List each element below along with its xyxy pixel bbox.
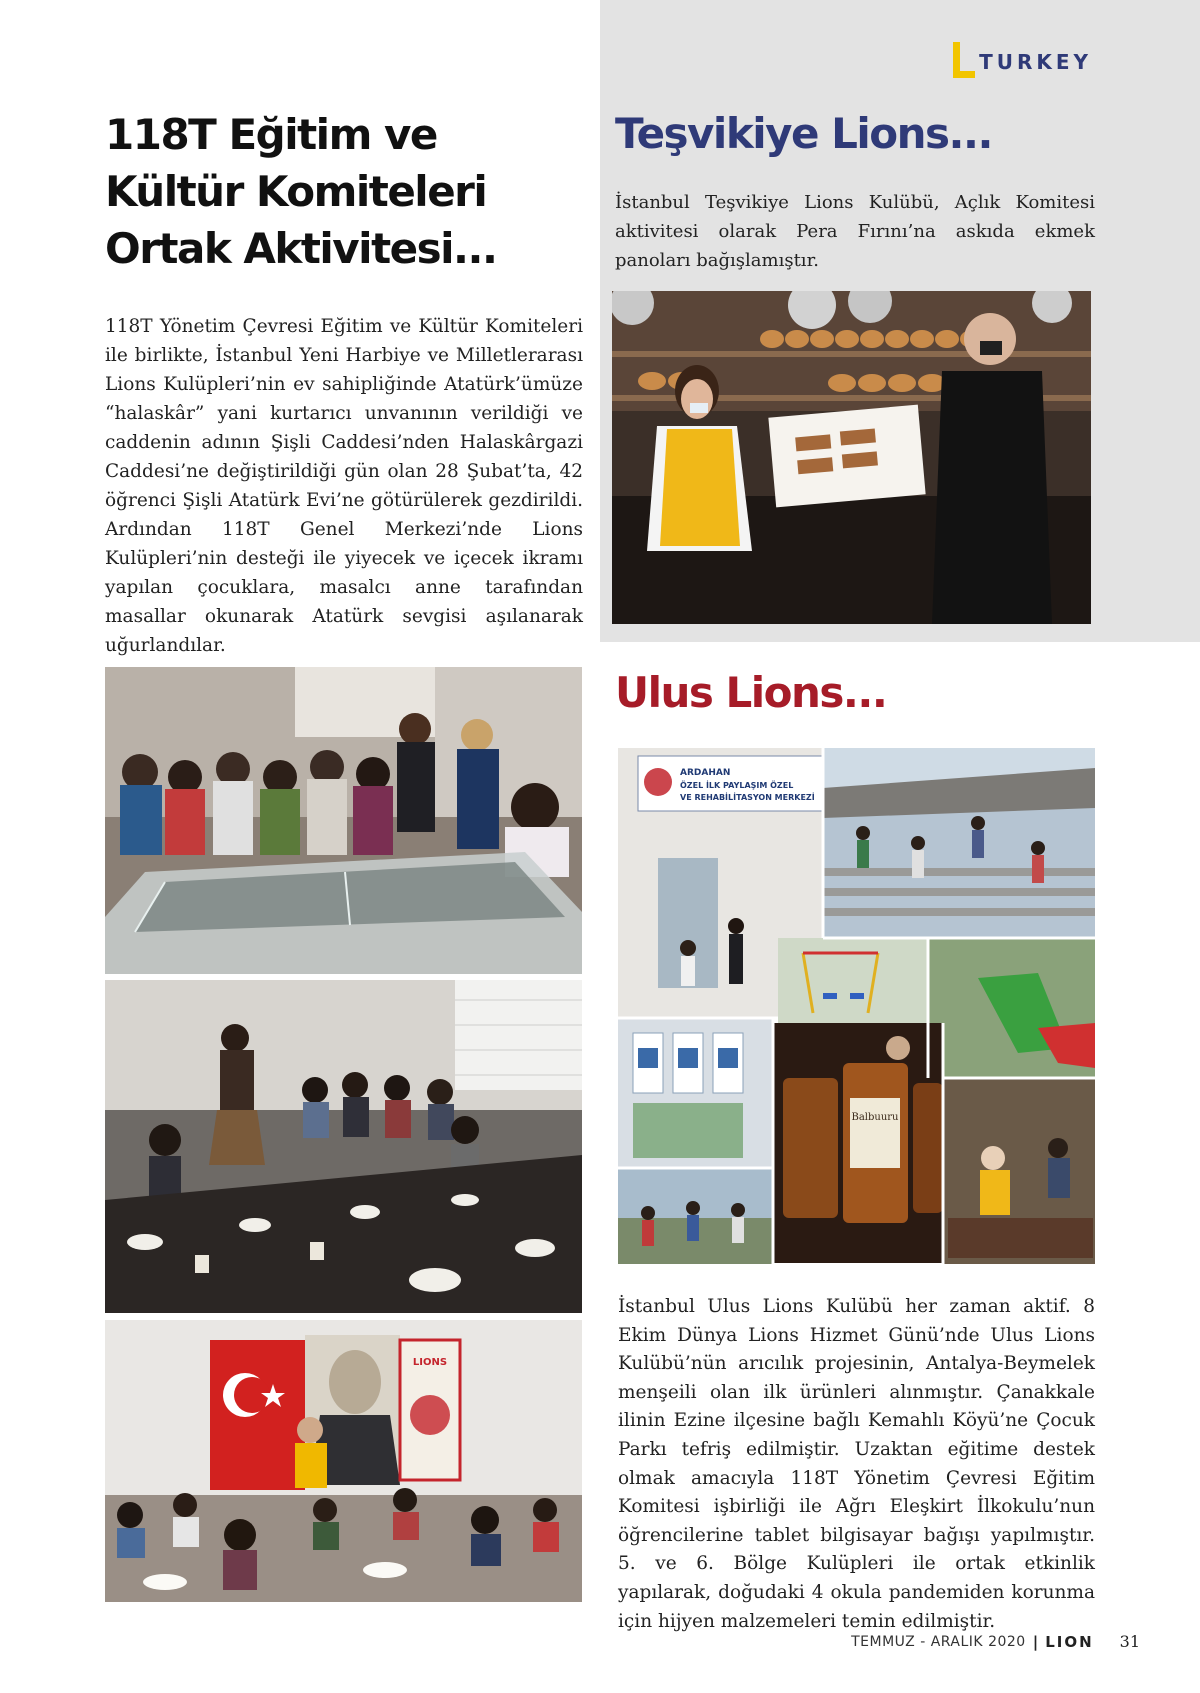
issue-date: TEMMUZ - ARALIK 2020	[851, 1633, 1026, 1650]
magazine-name: LION	[1045, 1632, 1094, 1651]
lion-l-logo-icon	[953, 42, 975, 78]
ulus-activities-collage	[618, 748, 1095, 1264]
footer-separator: |	[1032, 1632, 1039, 1651]
page-number: 31	[1119, 1632, 1140, 1651]
ataturk-portrait-event-photo	[105, 1320, 582, 1602]
honey-jar-label: Balbuuru	[851, 1112, 899, 1123]
sign-line-1: ARDAHAN	[680, 768, 731, 778]
page-footer	[851, 1632, 1140, 1651]
ulus-article-body: İstanbul Ulus Lions Kulübü her zaman aktif. 8 Ekim Dünya Lions Hizmet Günü’nde Ulus Lions Kulübü’nün arıcılık projesinin, Antalya-Beymelek menşeili olan ilk ürünleri alınmıştır. Çanakkale ilinin Ezine ilçesine bağlı Kemahlı Köyü’ne Çocuk Parkı tefriş edilmiştir. Uzaktan eğitime destek olmak amacıyla 118T Yönetim Çevresi Eğitim Komitesi işbirliği ile Ağrı Eleşkirt İlkokulu’nun öğrencilerine tablet bilgisayar bağışı yapılmıştır. 5. ve 6. Bölge Kulüpleri ile ortak etkinlik yapılarak, doğudaki 4 okula pandemiden korunma için hijyen malzemeleri temin edilmiştir.	[618, 1296, 1095, 1632]
sign-line-3: VE REHABİLİTASYON MERKEZİ	[680, 793, 815, 802]
left-article-body: 118T Yönetim Çevresi Eğitim ve Kültür Komiteleri ile birlikte, İstanbul Yeni Harbiye ve Milletlerarası Lions Kulüpleri’nin ev sahipliğinde Atatürk’ümüze “halaskâr” yani kurtarıcı unvanının verildiği ve caddenin adının Şişli Caddesi’nden Halaskârgazi Caddesi’ne değiştirildiği gün olan 28 Şubat’ta, 42 öğrenci Şişli Atatürk Evi’ne götürülerek gezdirildi. Ardından 118T Genel Merkezi’nde Lions Kulüpleri’nin desteği ile yiyecek ve içecek ikramı yapılan çocuklara, masalcı anne tarafından masallar okunarak Atatürk sevgisi aşılanarak uğurlandılar.	[105, 316, 583, 656]
lions-banner-text: LIONS	[412, 1357, 448, 1368]
museum-visit-photo	[105, 667, 582, 974]
ulus-article-title: Ulus Lions...	[615, 668, 887, 717]
tesvikiye-article-title: Teşvikiye Lions...	[615, 109, 992, 158]
bakery-donation-photo	[612, 291, 1091, 624]
tesvikiye-article-body: İstanbul Teşvikiye Lions Kulübü, Açlık Komitesi aktivitesi olarak Pera Fırını’na askıda ekmek panoları bağışlamıştır.	[615, 192, 1095, 271]
sign-line-2: ÖZEL İLK PAYLAŞIM ÖZEL	[680, 781, 794, 790]
left-article-title: 118T Eğitim ve Kültür Komiteleri Ortak Aktivitesi...	[105, 110, 497, 273]
turkey-brand-mark	[953, 42, 1092, 78]
storytelling-photo	[105, 980, 582, 1313]
brand-label: TURKEY	[979, 50, 1092, 74]
